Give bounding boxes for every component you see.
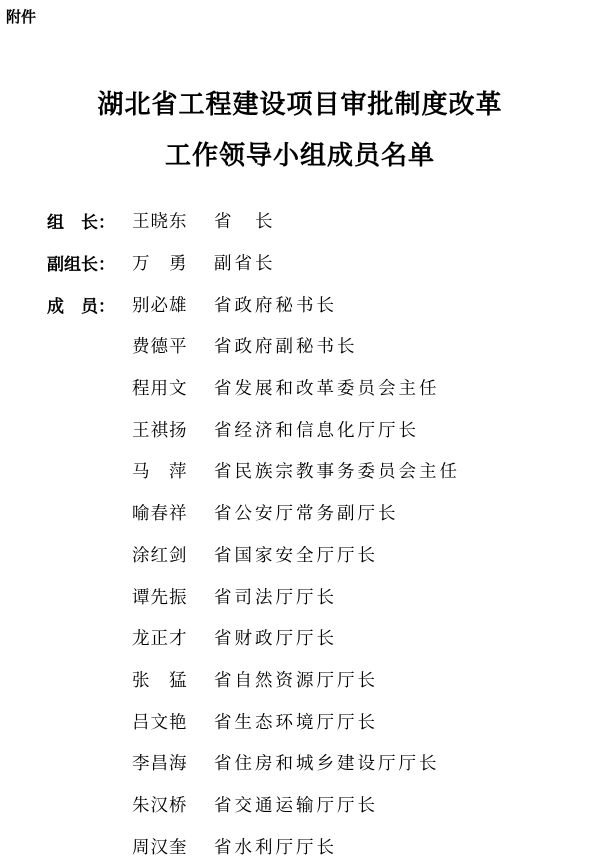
member-title: 省财政厅厅长: [214, 629, 337, 650]
member-name: 朱汉桥: [132, 795, 188, 816]
member-roster: [47, 200, 567, 867]
member-row: [47, 784, 567, 826]
member-row: [47, 534, 567, 576]
member-name: 涂红剑: [132, 545, 188, 566]
member-title: 省生态环境厅厅长: [214, 712, 378, 733]
member-title: 省经济和信息化厅厅长: [214, 420, 419, 441]
member-title: 省 长: [214, 212, 276, 233]
member-name: 吕文艳: [132, 712, 188, 733]
member-title: 省民族宗教事务委员会主任: [214, 462, 460, 483]
member-row: [47, 575, 567, 617]
member-name: 王晓东: [132, 212, 188, 233]
member-title: 副省长: [214, 254, 276, 275]
document-title-line-1: 湖北省工程建设项目审批制度改革: [97, 90, 503, 120]
member-title: 省发展和改革委员会主任: [214, 379, 440, 400]
member-row: [47, 617, 567, 659]
member-name: 王祺扬: [132, 420, 188, 441]
member-row: [47, 367, 567, 409]
attachment-label: 附件: [6, 8, 37, 26]
member-title: 省政府副秘书长: [214, 337, 358, 358]
member-name: 张 猛: [132, 670, 188, 691]
member-name: 喻春祥: [132, 504, 188, 525]
member-row: [47, 200, 567, 242]
member-row: [47, 742, 567, 784]
member-title: 省国家安全厅厅长: [214, 545, 378, 566]
member-row: [47, 283, 567, 325]
member-row: [47, 450, 567, 492]
member-row: [47, 242, 567, 284]
member-name: 李昌海: [132, 754, 188, 775]
member-title: 省水利厅厅长: [214, 837, 337, 858]
member-row: [47, 408, 567, 450]
member-row: [47, 825, 567, 867]
member-name: 谭先振: [132, 587, 188, 608]
member-name: 费德平: [132, 337, 188, 358]
member-row: [47, 700, 567, 742]
member-name: 周汉奎: [132, 837, 188, 858]
member-name: 程用文: [132, 379, 188, 400]
member-row: [47, 325, 567, 367]
member-name: 万 勇: [132, 254, 188, 275]
member-name: 龙正才: [132, 629, 188, 650]
member-name: 马 萍: [132, 462, 188, 483]
member-title: 省司法厅厅长: [214, 587, 337, 608]
member-title: 省自然资源厅厅长: [214, 670, 378, 691]
member-role: 组 长：: [47, 213, 115, 234]
member-title: 省交通运输厅厅长: [214, 795, 378, 816]
member-title: 省政府秘书长: [214, 295, 337, 316]
member-name: 别必雄: [132, 295, 188, 316]
member-title: 省住房和城乡建设厅厅长: [214, 754, 440, 775]
member-row: [47, 659, 567, 701]
member-title: 省公安厅常务副厅长: [214, 504, 399, 525]
member-row: [47, 492, 567, 534]
member-role: 副组长：: [47, 255, 115, 276]
document-title-line-2: 工作领导小组成员名单: [164, 141, 435, 171]
member-role: 成 员：: [47, 296, 115, 317]
